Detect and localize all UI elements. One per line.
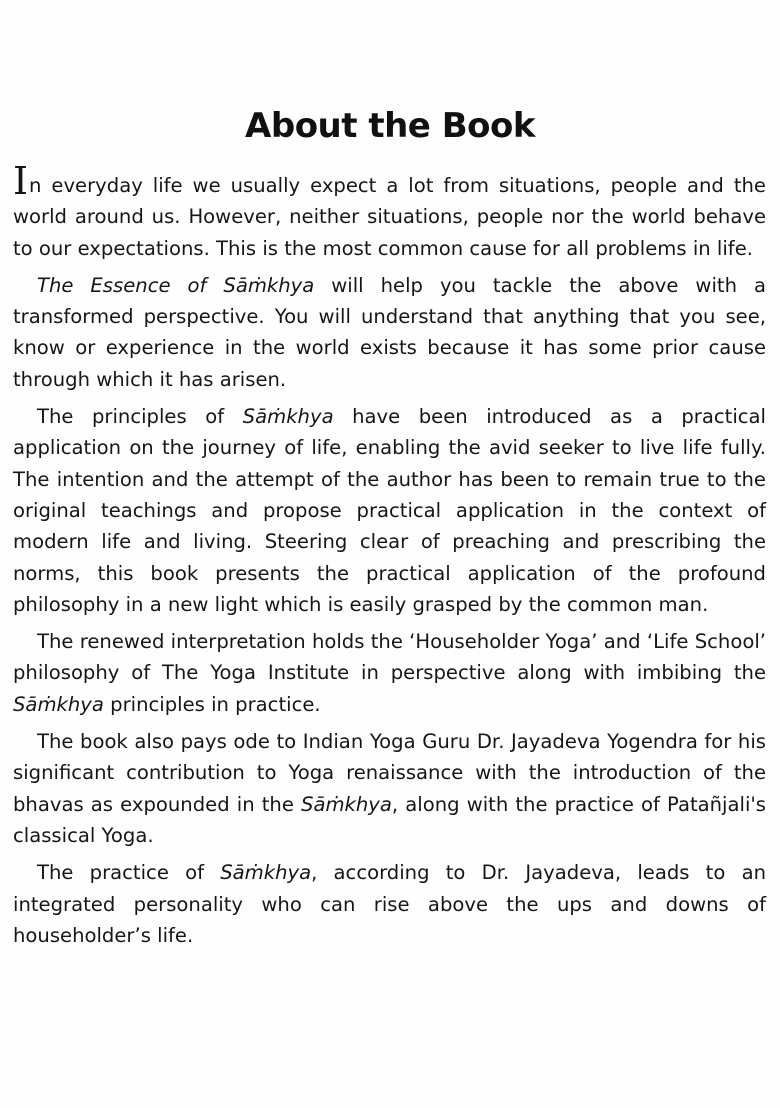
drop-cap: I <box>13 159 29 203</box>
book-description <box>13 159 766 957</box>
samkhya-italic: Sāṁkhya <box>13 692 104 716</box>
samkhya-italic: Sāṁkhya <box>301 792 392 816</box>
samkhya-italic: Sāṁkhya <box>242 405 334 429</box>
paragraph-5-text: , along with the practice of Patañjali's classical Yoga. <box>13 792 766 847</box>
paragraph-3 <box>13 401 766 620</box>
paragraph-1 <box>13 159 766 264</box>
paragraph-6 <box>13 857 766 951</box>
paragraph-4-text: principles in practice. <box>103 692 321 716</box>
paragraph-4 <box>13 626 766 720</box>
paragraph-2-text: will help you tackle the above with a transformed perspective. You will understand that anything that you see, know or experience in the world exists because it has some prior cause through which it has arisen. <box>13 273 766 391</box>
paragraph-5-lead: The book also pays ode to Indian Yoga Guru Dr. Jayadeva Yogendra for his significant contribution to Yoga renaissance with the introduction of the bhavas as expounded in the <box>13 730 766 816</box>
paragraph-3-text: have been introduced as a practical application on the journey of life, enabling the avid seeker to live life fully. The intention and the attempt of the author has been to remain true to the original teachings and propose practical application in the context of modern life and living. Steering clear of preaching and prescribing the norms, this book presents the practical application of the profound philosophy in a new light which is easily grasped by the common man. <box>13 405 766 616</box>
paragraph-3-lead: The principles of <box>37 405 243 429</box>
paragraph-6-lead: The practice of <box>37 861 221 885</box>
paragraph-6-text: , according to Dr. Jayadeva, leads to an integrated personality who can rise above the ups and downs of householder’s life. <box>13 861 766 947</box>
paragraph-1-text: n everyday life we usually expect a lot from situations, people and the world around us. However, neither situations, people nor the world behave to our expectations. This is the most common cause for all problems in life. <box>13 174 766 260</box>
paragraph-4-lead: The renewed interpretation holds the ‘Householder Yoga’ and ‘Life School’ philosophy of The Yoga Institute in perspective along with imbibing the <box>13 630 766 685</box>
paragraph-2 <box>13 270 766 395</box>
page-title: About the Book <box>245 106 535 146</box>
book-title-italic: The Essence of Sāṁkhya <box>37 273 315 297</box>
paragraph-5 <box>13 726 766 851</box>
samkhya-italic: Sāṁkhya <box>220 861 312 885</box>
